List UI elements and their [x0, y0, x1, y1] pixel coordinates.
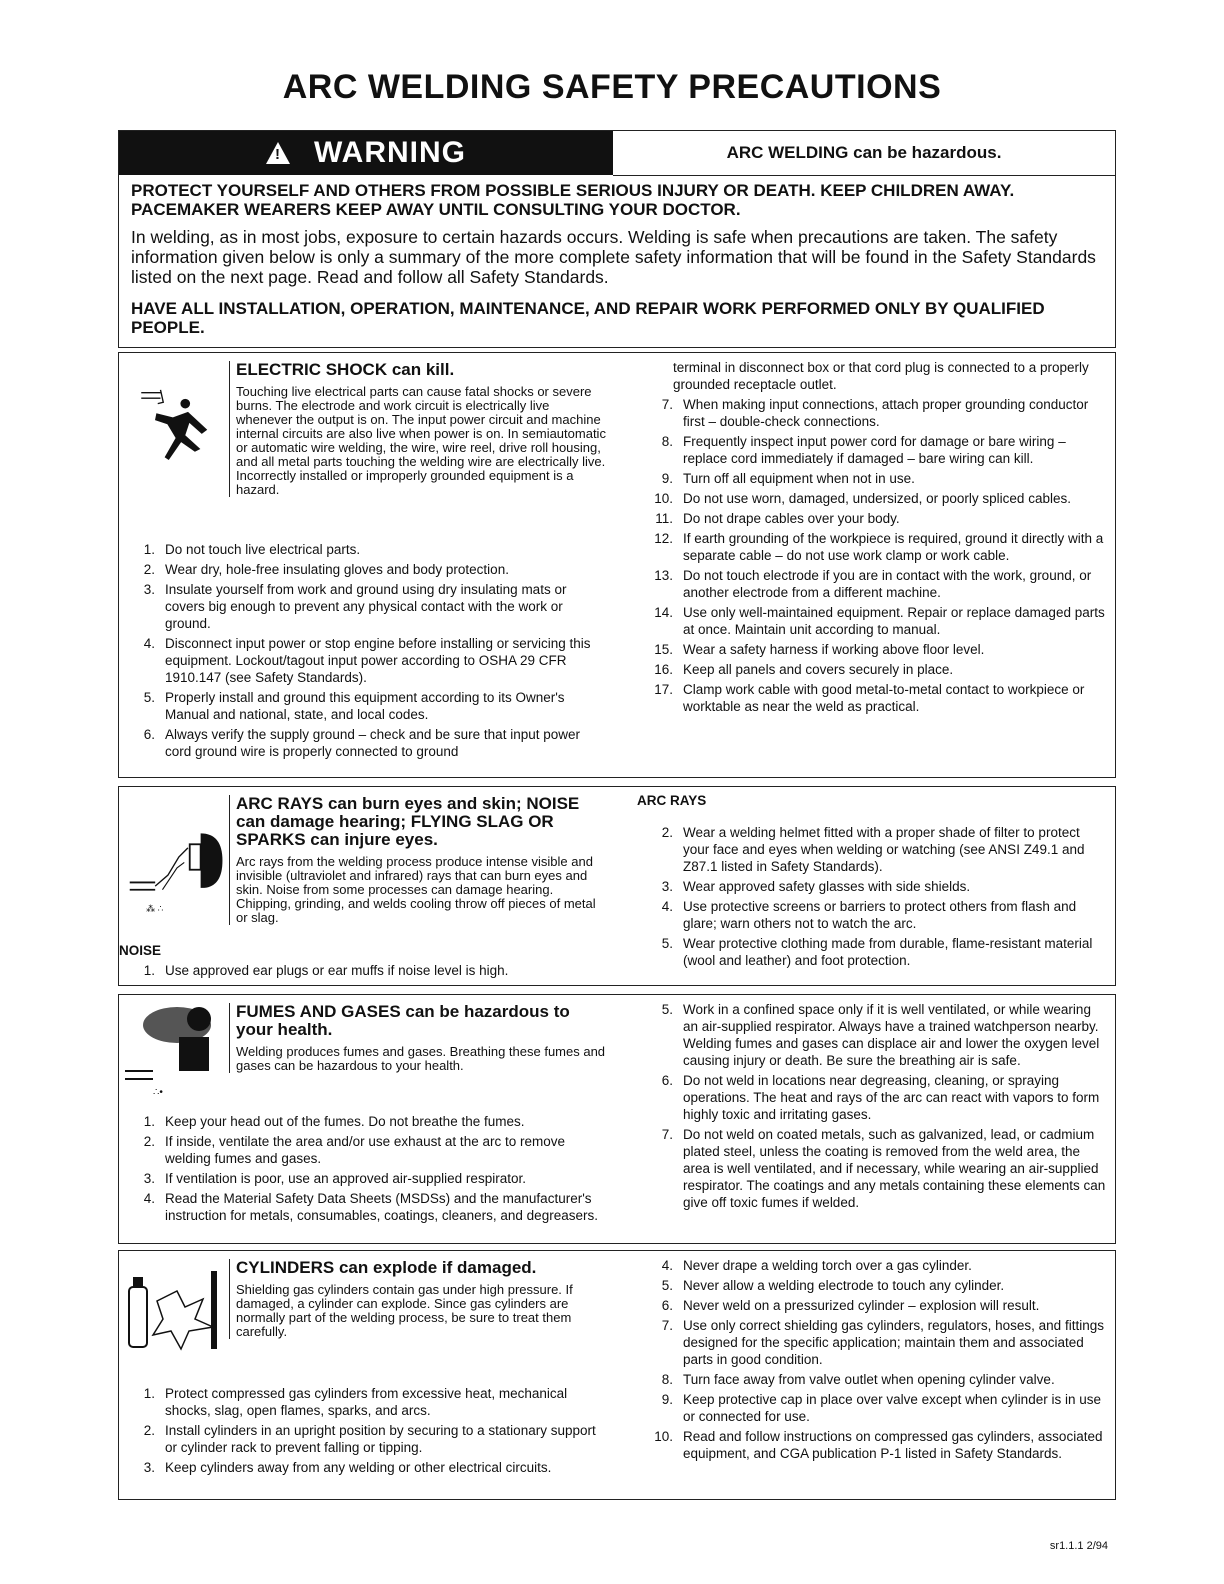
- item-text: Do not touch electrode if you are in contact with the work, ground, or another electrode from a different machine.: [683, 568, 1092, 600]
- list-item: [637, 1126, 1109, 1211]
- list-item: [637, 530, 1109, 564]
- list-item: [637, 1428, 1109, 1462]
- fumes-right-list: [637, 1001, 1109, 1211]
- list-item: [119, 1133, 599, 1167]
- item-number: 13.: [654, 568, 673, 583]
- item-number: 9.: [661, 1392, 673, 1407]
- arc-heading: ARC RAYS can burn eyes and skin; NOISE can damage hearing; FLYING SLAG OR SPARKS can injure eyes.: [236, 794, 580, 849]
- item-number: 3.: [661, 879, 673, 894]
- item-number: 1.: [143, 1114, 155, 1129]
- warning-box: [118, 130, 1116, 348]
- item-number: 10.: [654, 491, 673, 506]
- item-text: Use only correct shielding gas cylinders, regulators, hoses, and fittings designed for the specific application; maintain them and associated parts in good condition.: [683, 1318, 1104, 1367]
- list-item: [119, 1170, 599, 1187]
- shock-left-list: [119, 541, 599, 763]
- item-number: 8.: [661, 1372, 673, 1387]
- item-number: 16.: [654, 662, 673, 677]
- item-text: Never weld on a pressurized cylinder – explosion will result.: [683, 1298, 1040, 1313]
- protect-statement: PROTECT YOURSELF AND OTHERS FROM POSSIBLE SERIOUS INJURY OR DEATH. KEEP CHILDREN AWAY. PACEMAKER WEARERS KEEP AWAY UNTIL CONSULTING YOUR DOCTOR.: [131, 181, 1015, 219]
- item-text: Always verify the supply ground – check and be sure that input power cord ground wire is properly connected to ground: [165, 727, 580, 759]
- list-item: [119, 689, 599, 723]
- shock-continuation: terminal in disconnect box or that cord plug is connected to a properly grounded receptacle outlet.: [673, 360, 1089, 392]
- list-item: [119, 581, 599, 632]
- item-number: 3.: [143, 1460, 155, 1475]
- cylinders-heading: CYLINDERS can explode if damaged.: [236, 1258, 537, 1277]
- item-text: Clamp work cable with good metal-to-metal contact to workpiece or worktable as near the weld as practical.: [683, 682, 1085, 714]
- warning-body: [131, 181, 1107, 345]
- item-text: Turn off all equipment when not in use.: [683, 471, 915, 486]
- list-item: [637, 661, 1109, 678]
- item-text: Turn face away from valve outlet when opening cylinder valve.: [683, 1372, 1055, 1387]
- list-item: [119, 1459, 599, 1476]
- list-item: [119, 541, 599, 558]
- page-title: ARC WELDING SAFETY PRECAUTIONS: [282, 68, 942, 106]
- item-text: If inside, ventilate the area and/or use exhaust at the arc to remove welding fumes and gases.: [165, 1134, 565, 1166]
- item-number: 6.: [661, 1073, 673, 1088]
- item-number: 4.: [143, 636, 155, 651]
- item-number: 6.: [143, 727, 155, 742]
- list-item: [119, 726, 599, 760]
- item-text: Frequently inspect input power cord for damage or bare wiring – replace cord immediately if damaged – bare wiring can kill.: [683, 434, 1066, 466]
- item-number: 3.: [143, 582, 155, 597]
- list-item: [637, 1001, 1109, 1069]
- item-number: 4.: [143, 1191, 155, 1206]
- list-item: [637, 1297, 1109, 1314]
- shock-heading: ELECTRIC SHOCK can kill.: [236, 360, 455, 379]
- item-number: 1.: [143, 542, 155, 557]
- warning-subtitle: ARC WELDING can be hazardous.: [613, 131, 1115, 176]
- item-text: Read and follow instructions on compressed gas cylinders, associated equipment, and CGA publication P-1 listed in Safety Standards.: [683, 1429, 1103, 1461]
- shock-right-list: [637, 396, 1109, 715]
- item-text: Properly install and ground this equipment according to its Owner's Manual and national, state, and local codes.: [165, 690, 565, 722]
- item-text: Wear protective clothing made from durable, flame-resistant material (wool and leather) and foot protection.: [683, 936, 1093, 968]
- shock-description: Touching live electrical parts can cause fatal shocks or severe burns. The electrode and work circuit is electrically live whenever the output is on. The input power circuit and machine internal circuits are also live when power is on. In semiautomatic or automatic wire welding, the wire, wire reel, drive roll housing, and all metal parts touching the welding wire are electrically live. Incorrectly installed or improperly grounded equipment is a hazard.: [236, 384, 606, 497]
- item-number: 2.: [661, 825, 673, 840]
- list-item: [637, 1371, 1109, 1388]
- warning-label: WARNING: [314, 136, 466, 169]
- item-number: 5.: [661, 1278, 673, 1293]
- cylinders-header: [229, 1259, 606, 1339]
- item-text: Do not drape cables over your body.: [683, 511, 900, 526]
- noise-list: [119, 962, 599, 979]
- item-number: 4.: [661, 899, 673, 914]
- item-number: 11.: [655, 511, 673, 526]
- item-text: If earth grounding of the workpiece is required, ground it directly with a separate cable – do not use work clamp or work cable.: [683, 531, 1104, 563]
- item-text: Use protective screens or barriers to protect others from flash and glare; warn others not to watch the arc.: [683, 899, 1077, 931]
- cylinders-description: Shielding gas cylinders contain gas under high pressure. If damaged, a cylinder can explode. Since gas cylinders are normally part of the welding process, be sure to treat them carefully.: [236, 1282, 573, 1339]
- fumes-description: Welding produces fumes and gases. Breathing these fumes and gases can be hazardous to your health.: [236, 1044, 606, 1073]
- list-item: [637, 1277, 1109, 1294]
- list-item: [637, 433, 1109, 467]
- arc-rays-section: [118, 786, 1116, 986]
- svg-text:⁂ ∴: ⁂ ∴: [146, 903, 164, 914]
- list-item: [637, 1257, 1109, 1274]
- item-text: Protect compressed gas cylinders from excessive heat, mechanical shocks, slag, open flames, sparks, and arcs.: [165, 1386, 568, 1418]
- item-number: 1.: [143, 963, 155, 978]
- item-number: 2.: [143, 562, 155, 577]
- item-number: 5.: [661, 936, 673, 951]
- item-number: 17.: [654, 682, 673, 697]
- item-number: 1.: [143, 1386, 155, 1401]
- list-item: [637, 824, 1109, 875]
- item-number: 7.: [661, 1127, 673, 1142]
- list-item: [119, 561, 599, 578]
- item-text: Insulate yourself from work and ground using dry insulating mats or covers big enough to prevent any physical contact with the work or ground.: [165, 582, 567, 631]
- item-number: 6.: [661, 1298, 673, 1313]
- cylinders-left-list: [119, 1385, 599, 1479]
- warning-triangle-icon: !: [266, 142, 290, 164]
- item-number: 5.: [143, 690, 155, 705]
- item-number: 7.: [661, 397, 673, 412]
- item-text: Work in a confined space only if it is well ventilated, or while wearing an air-supplied respirator. Always have a trained watchperson nearby. Welding fumes and gases can displace air and lower the oxygen level causing injury or death. Be sure the breathing air is safe.: [683, 1002, 1100, 1068]
- item-number: 4.: [661, 1258, 673, 1273]
- list-item: [119, 1113, 599, 1130]
- item-text: Keep your head out of the fumes. Do not breathe the fumes.: [165, 1114, 525, 1129]
- list-item: [637, 1391, 1109, 1425]
- item-number: 10.: [654, 1429, 673, 1444]
- item-text: Use only well-maintained equipment. Repair or replace damaged parts at once. Maintain unit according to manual.: [683, 605, 1105, 637]
- list-item: [637, 935, 1109, 969]
- arc-description: Arc rays from the welding process produce intense visible and invisible (ultraviolet and infrared) rays that can burn eyes and skin. Noise from some processes can damage hearing. Chipping, grinding, and welds cooling throw off pieces of metal or slag.: [236, 854, 596, 925]
- cylinder-explosion-icon: [123, 1261, 231, 1361]
- warning-banner: [119, 131, 613, 175]
- arc-header: [229, 795, 606, 925]
- item-text: Keep protective cap in place over valve except when cylinder is in use or connected for use.: [683, 1392, 1101, 1424]
- list-item: [637, 681, 1109, 715]
- fumes-section: [118, 994, 1116, 1244]
- item-text: Do not touch live electrical parts.: [165, 542, 361, 557]
- list-item: [637, 641, 1109, 658]
- item-number: 2.: [143, 1423, 155, 1438]
- list-item: [119, 1385, 599, 1419]
- arc-rays-list: [637, 824, 1109, 969]
- list-item: [637, 510, 1109, 527]
- item-number: 14.: [654, 605, 673, 620]
- item-text: Disconnect input power or stop engine before installing or servicing this equipment. Lockout/tagout input power according to OSHA 29 CFR 1910.147 (see Safety Standards).: [165, 636, 591, 685]
- item-number: 12.: [654, 531, 673, 546]
- item-number: 9.: [661, 471, 673, 486]
- list-item: [637, 490, 1109, 507]
- document-code: sr1.1.1 2/94: [1049, 1540, 1108, 1552]
- qualified-statement: HAVE ALL INSTALLATION, OPERATION, MAINTENANCE, AND REPAIR WORK PERFORMED ONLY BY QUALIFIED PEOPLE.: [131, 299, 1045, 337]
- item-text: Do not use worn, damaged, undersized, or poorly spliced cables.: [683, 491, 1071, 506]
- list-item: [119, 635, 599, 686]
- fumes-left-list: [119, 1113, 599, 1227]
- svg-text:∴•: ∴•: [153, 1087, 163, 1098]
- fumes-heading: FUMES AND GASES can be hazardous to your health.: [236, 1002, 570, 1039]
- item-number: 15.: [654, 642, 673, 657]
- item-text: Wear dry, hole-free insulating gloves and body protection.: [165, 562, 509, 577]
- item-text: If ventilation is poor, use an approved air-supplied respirator.: [165, 1171, 526, 1186]
- item-text: Never allow a welding electrode to touch any cylinder.: [683, 1278, 1005, 1293]
- item-number: 5.: [661, 1002, 673, 1017]
- item-text: Wear approved safety glasses with side shields.: [683, 879, 971, 894]
- item-number: 7.: [661, 1318, 673, 1333]
- item-text: Keep cylinders away from any welding or other electrical circuits.: [165, 1460, 552, 1475]
- arc-rays-icon: [123, 817, 231, 917]
- list-item: [119, 1422, 599, 1456]
- electric-shock-section: [118, 352, 1116, 778]
- item-text: When making input connections, attach proper grounding conductor first – double-check connections.: [683, 397, 1089, 429]
- list-item: [637, 567, 1109, 601]
- item-text: Read the Material Safety Data Sheets (MSDSs) and the manufacturer's instruction for metals, consumables, coatings, cleaners, and degreasers.: [165, 1191, 598, 1223]
- electric-shock-icon: [123, 383, 231, 493]
- item-text: Keep all panels and covers securely in place.: [683, 662, 954, 677]
- list-item: [637, 396, 1109, 430]
- item-text: Wear a welding helmet fitted with a proper shade of filter to protect your face and eyes when welding or watching (see ANSI Z49.1 and Z87.1 listed in Safety Standards).: [683, 825, 1085, 874]
- item-text: Wear a safety harness if working above floor level.: [683, 642, 985, 657]
- fumes-header: [229, 1003, 606, 1073]
- item-text: Do not weld on coated metals, such as galvanized, lead, or cadmium plated steel, unless the coating is removed from the weld area, the area is well ventilated, and if necessary, while wearing an air-supplied respirator. The coatings and any metals containing these elements can give off toxic fumes if welded.: [683, 1127, 1106, 1210]
- list-item: [637, 898, 1109, 932]
- cylinders-right-list: [637, 1257, 1109, 1462]
- arc-rays-subheading: ARC RAYS: [637, 793, 707, 808]
- fumes-and-gases-icon: [123, 999, 231, 1099]
- list-item: [637, 470, 1109, 487]
- list-item: [119, 962, 599, 979]
- item-text: Do not weld in locations near degreasing, cleaning, or spraying operations. The heat and rays of the arc can react with vapors to form highly toxic and irritating gases.: [683, 1073, 1100, 1122]
- item-number: 2.: [143, 1134, 155, 1149]
- list-item: [637, 604, 1109, 638]
- noise-subheading: NOISE: [119, 943, 162, 958]
- item-number: 8.: [661, 434, 673, 449]
- list-item: [119, 1190, 599, 1224]
- item-text: Use approved ear plugs or ear muffs if noise level is high.: [165, 963, 509, 978]
- cylinders-section: [118, 1250, 1116, 1500]
- list-item: [637, 1317, 1109, 1368]
- item-text: Install cylinders in an upright position by securing to a stationary support or cylinder rack to prevent falling or tipping.: [165, 1423, 596, 1455]
- item-number: 3.: [143, 1171, 155, 1186]
- shock-header: [229, 361, 606, 497]
- list-item: [637, 878, 1109, 895]
- intro-paragraph: In welding, as in most jobs, exposure to certain hazards occurs. Welding is safe when precautions are taken. The safety information given below is only a summary of the more complete safety information that will be found in the Safety Standards listed on the next page. Read and follow all Safety Standards.: [131, 227, 1096, 287]
- item-text: Never drape a welding torch over a gas cylinder.: [683, 1258, 972, 1273]
- list-item: [637, 1072, 1109, 1123]
